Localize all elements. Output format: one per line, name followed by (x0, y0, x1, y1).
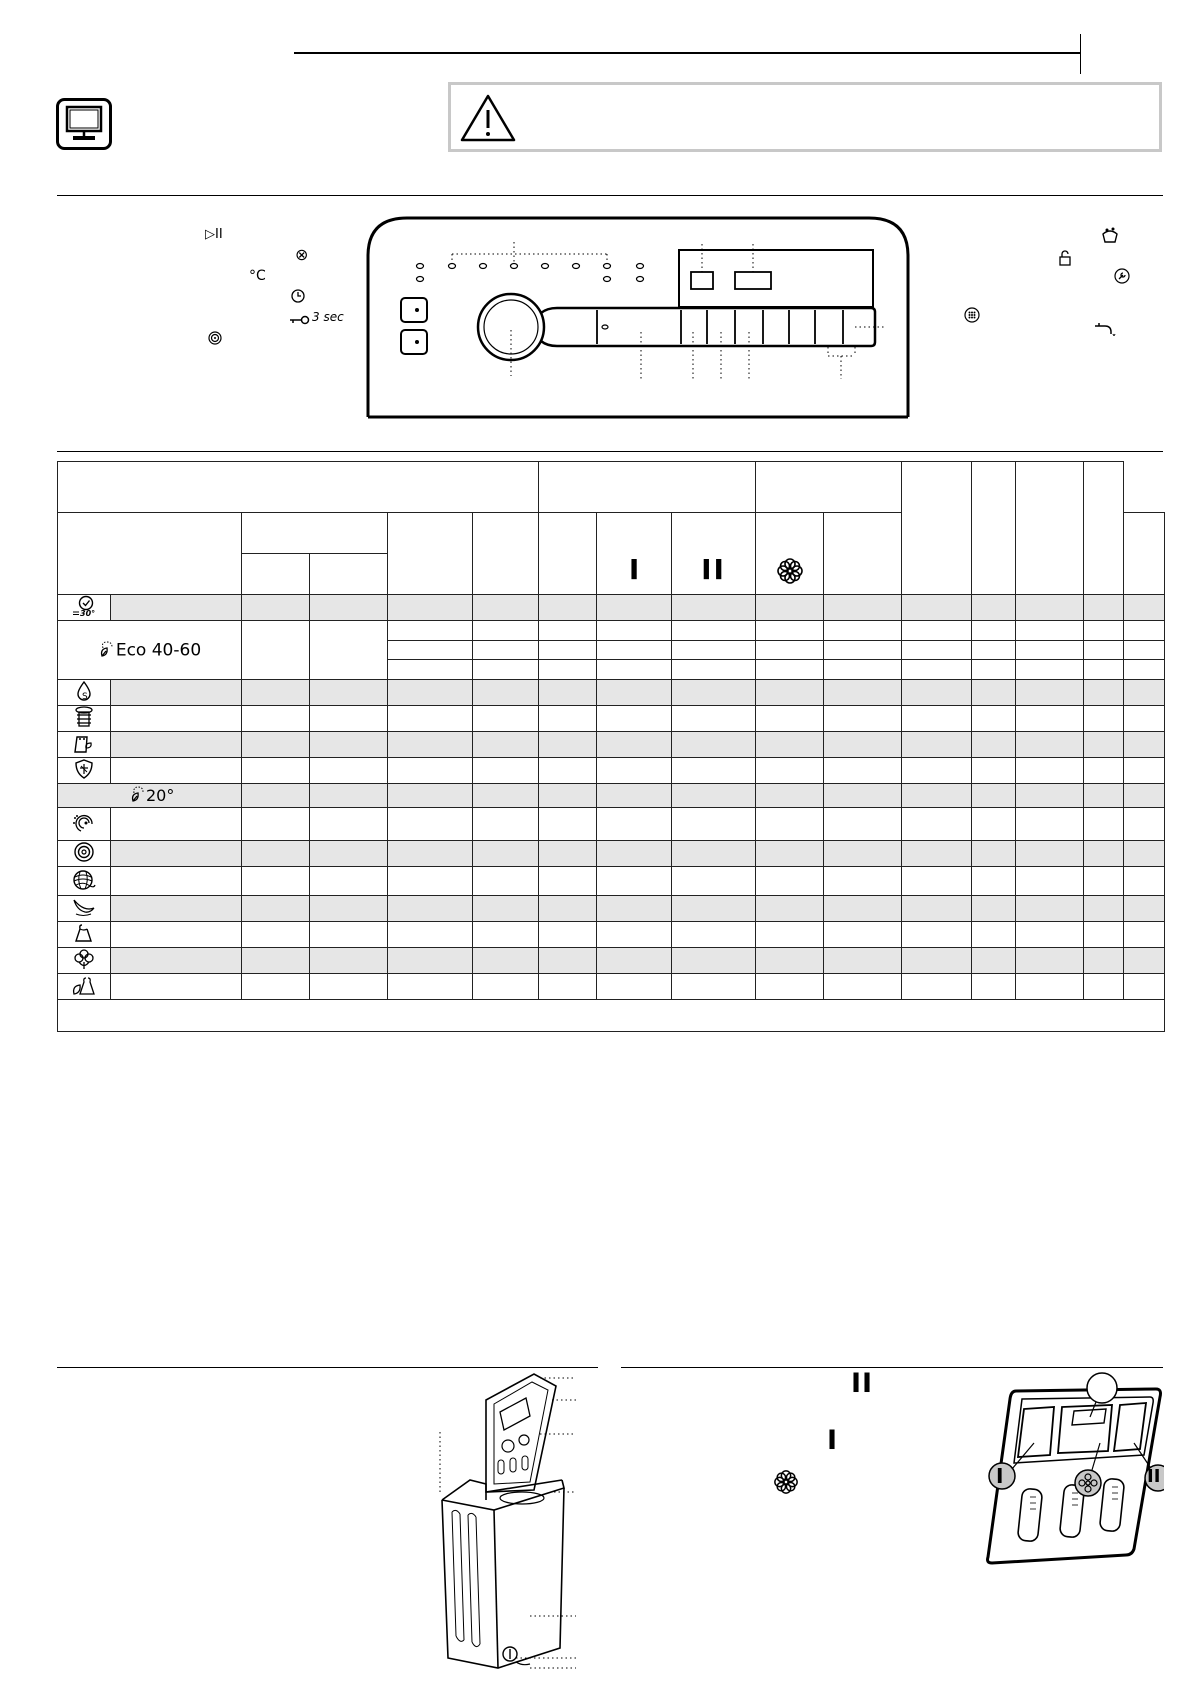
table-row (58, 758, 1165, 784)
table-row: Eco 40-60 (58, 621, 1165, 641)
extra-rinse-icon (1100, 226, 1120, 248)
table-row (58, 732, 1165, 758)
table-row (58, 896, 1165, 922)
quick-30-icon (71, 595, 97, 617)
program-table (57, 461, 1165, 1032)
table-header-temp-range (310, 554, 388, 595)
table-header-softener (756, 513, 824, 595)
table-header-program (58, 513, 242, 595)
cotton-eco-icon (71, 974, 97, 996)
warning-box (448, 82, 1162, 152)
flower-icon (776, 574, 804, 588)
cancel-symbol: ⊗ (295, 245, 309, 264)
sportswear-icon (71, 732, 97, 754)
softener-flower-icon (773, 1469, 799, 1499)
section-rule-2 (57, 451, 1163, 452)
table-header-option-2 (1124, 513, 1165, 595)
header-rule (294, 52, 1080, 54)
svg-text:S: S (82, 692, 88, 702)
stain-icon (71, 680, 97, 702)
table-row (58, 922, 1165, 948)
synthetics-icon (71, 922, 97, 944)
table-row (58, 974, 1165, 1000)
eco-20-icon (130, 784, 146, 807)
table-header-temperature (242, 513, 388, 554)
svg-text:30°: 30° (80, 609, 96, 617)
table-row (58, 948, 1165, 974)
table-header-detergent (539, 462, 756, 513)
temperature-symbol: °C (249, 268, 266, 284)
washing-machine-drawing (438, 1372, 578, 1676)
control-panel-drawing (365, 214, 911, 424)
table-header-load (473, 513, 539, 595)
table-header-dispenser-i: I (597, 513, 672, 595)
table-header-programs (58, 462, 539, 513)
wool-icon (71, 869, 97, 891)
table-header-col-12 (902, 462, 972, 595)
table-row (58, 808, 1165, 841)
dispenser-label-ii: II (851, 1368, 874, 1399)
table-header-dispenser-ii: II (672, 513, 756, 595)
rinse-spin-icon (71, 812, 97, 834)
dispenser-label-i: I (827, 1425, 838, 1456)
table-row (58, 680, 1165, 706)
table-header-option-1 (824, 513, 902, 595)
table-header-col-15 (1084, 462, 1124, 595)
sanitize-icon (71, 758, 97, 780)
delay-timer-icon (291, 288, 307, 308)
header-tick (1080, 34, 1081, 74)
water-tap-icon (1093, 320, 1117, 342)
delicates-icon (71, 896, 97, 918)
table-header-temp-default (242, 554, 310, 595)
mixed-icon (71, 706, 97, 728)
table-header-options (756, 462, 902, 513)
spin-icon (71, 841, 97, 863)
start-pause-symbol: ▷II (205, 227, 223, 242)
section-rule-right (621, 1367, 1163, 1368)
section-rule-1 (57, 195, 1163, 196)
table-row (58, 595, 1165, 621)
door-lock-icon (1058, 250, 1072, 270)
table-row (58, 841, 1165, 867)
key-lock-3sec-label: 3 sec (312, 310, 344, 324)
table-row (58, 706, 1165, 732)
service-icon (1114, 268, 1130, 288)
drawer-label-i: I (996, 1464, 1004, 1488)
warning-triangle-icon (459, 93, 517, 143)
key-lock-icon (290, 310, 310, 329)
eco-40-60-icon (98, 638, 116, 663)
detergent-drawer-drawing (984, 1371, 1164, 1575)
spin-icon (208, 330, 222, 349)
cotton-icon (71, 948, 97, 970)
monitor-icon (56, 98, 112, 154)
table-row: 20° (58, 784, 1165, 808)
table-row (58, 867, 1165, 896)
filter-icon (964, 307, 980, 327)
drawer-label-ii: II (1147, 1466, 1161, 1487)
section-rule-left (57, 1367, 598, 1368)
table-footnote-row (58, 1000, 1165, 1032)
table-header-spin (388, 513, 473, 595)
table-header-duration (539, 513, 597, 595)
table-header-col-14 (1016, 462, 1084, 595)
table-header-col-13 (972, 462, 1016, 595)
